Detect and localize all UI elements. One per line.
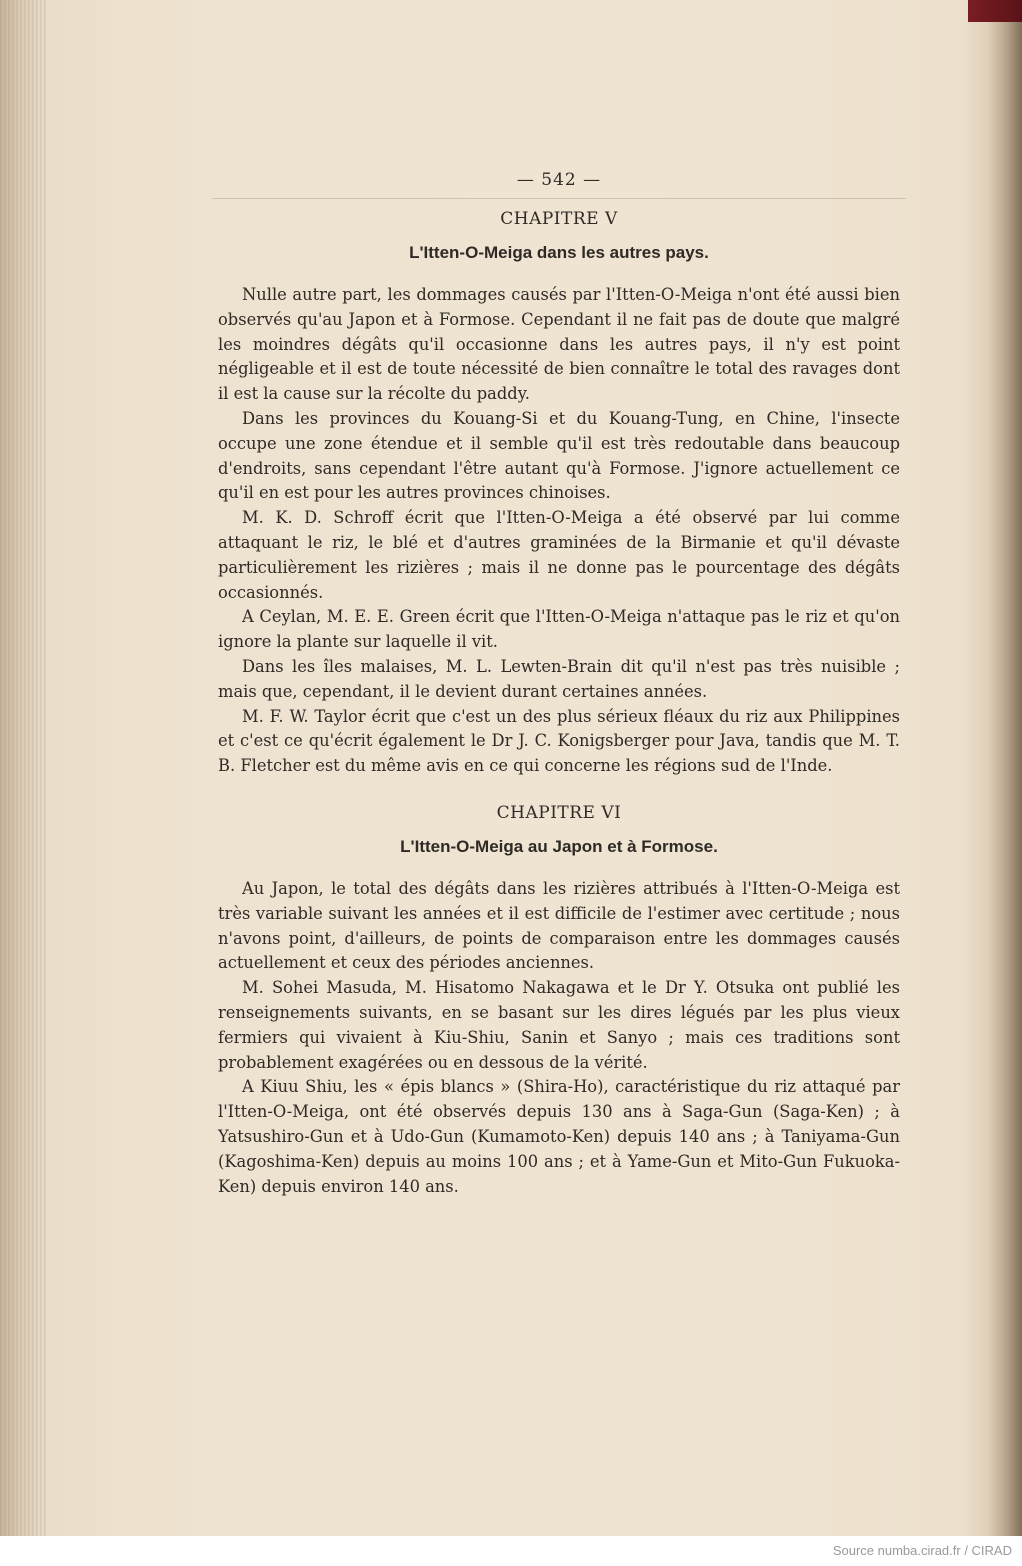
- chapter-5-section: [218, 209, 900, 779]
- paragraph: A Ceylan, M. E. E. Green écrit que l'Itten-O-Meiga n'attaque pas le riz et qu'on ignore la plante sur laquelle il vit.: [218, 607, 900, 652]
- book-cover-corner: [968, 0, 1022, 22]
- chapter-6-section: [218, 803, 900, 1199]
- source-attribution: Source numba.cirad.fr / CIRAD: [832, 1543, 1012, 1558]
- paragraph: Au Japon, le total des dégâts dans les rizières attribués à l'Itten-O-Meiga est très variable suivant les années et il est difficile de l'estimer avec certitude ; nous n'avons point, d'ailleurs, de points de comparaison entre les dommages causés actuellement et ceux des périodes anciennes.: [218, 878, 900, 973]
- paragraph: M. Sohei Masuda, M. Hisatomo Nakagawa et le Dr Y. Otsuka ont publié les renseignements suivants, en se basant sur les dires légués par les plus vieux fermiers qui vivaient à Kiu-Shiu, Sanin et Sanyo ; mais ces traditions sont probablement exagérées ou en dessous de la vérité.: [218, 978, 900, 1072]
- paragraph: M. F. W. Taylor écrit que c'est un des plus sérieux fléaux du riz aux Philippines et c'est ce qu'écrit également le Dr J. C. Konigsberger pour Java, tandis que M. T. B. Fletcher est du même avis en ce qui concerne les régions sud de l'Inde.: [218, 706, 900, 776]
- paragraph: M. K. D. Schroff écrit que l'Itten-O-Meiga a été observé par lui comme attaquant le riz, le blé et d'autres graminées de la Birmanie et qu'il dévaste particulièrement les rizières ; mais il ne donne pas le pourcentage des dégâts occasionnés.: [218, 508, 900, 602]
- page-binding-edge: [0, 0, 46, 1536]
- paragraph: A Kiuu Shiu, les « épis blancs » (Shira-Ho), caractéristique du riz attaqué par l'Itten-O-Meiga, ont été observés depuis 130 ans à Saga-Gun (Saga-Ken) ; à Yatsushiro-Gun et à Udo-Gun (Kumamoto-Ken) depuis 140 ans ; à Taniyama-Gun (Kagoshima-Ken) depuis au moins 100 ans ; et à Yame-Gun et Mito-Gun Fukuoka-Ken) depuis environ 140 ans.: [218, 1077, 900, 1196]
- paragraph: Nulle autre part, les dommages causés par l'Itten-O-Meiga n'ont été aussi bien observés qu'au Japon et à Formose. Cependant il ne fait pas de doute que malgré les moindres dégâts qu'il occasionne dans les autres pays, il n'y est point négligeable et il est de toute nécessité de bien connaître le total des ravages dont il est la cause sur la récolte du paddy.: [218, 285, 900, 404]
- page-right-edge: [988, 0, 1022, 1536]
- page-text-block: [218, 170, 900, 1199]
- paragraph: Dans les îles malaises, M. L. Lewten-Brain dit qu'il n'est pas très nuisible ; mais que, cependant, il le devient durant certaines années.: [218, 656, 900, 701]
- chapter-subtitle: L'Itten-O-Meiga au Japon et à Formose.: [400, 836, 718, 856]
- paragraph: Dans les provinces du Kouang-Si et du Kouang-Tung, en Chine, l'insecte occupe une zone étendue et il semble qu'il est très redoutable dans beaucoup d'endroits, sans cependant l'être autant qu'à Formose. J'ignore actuellement ce qu'il en est pour les autres provinces chinoises.: [218, 408, 900, 503]
- page-number: — 542 —: [516, 170, 602, 190]
- chapter-heading: CHAPITRE V: [500, 209, 618, 229]
- header-rule: [212, 198, 906, 199]
- chapter-heading: CHAPITRE VI: [496, 802, 622, 823]
- chapter-subtitle: L'Itten-O-Meiga dans les autres pays.: [409, 243, 709, 262]
